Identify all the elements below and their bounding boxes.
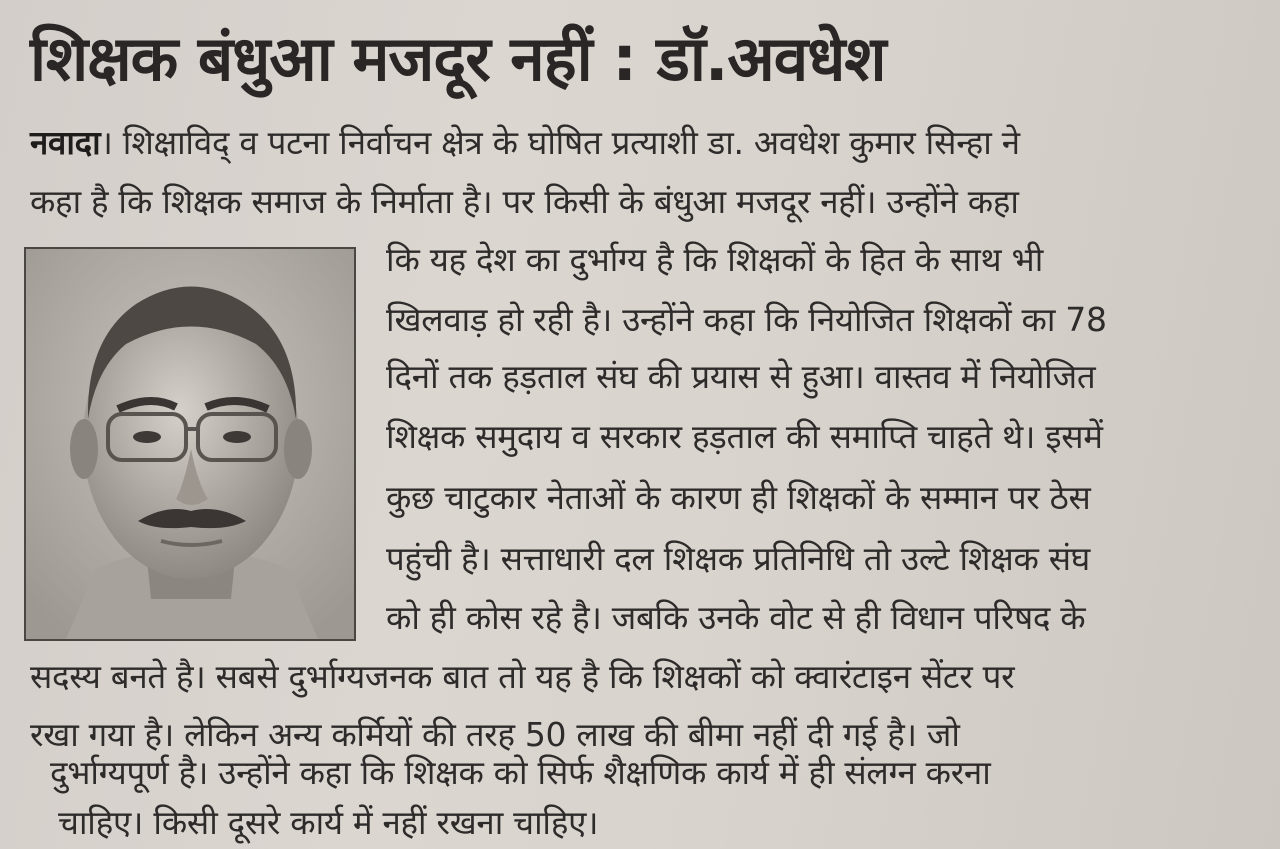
article-line-10: सदस्य बनते है। सबसे दुर्भाग्यजनक बात तो यह है कि शिक्षकों को क्वारंटाइन सेंटर पर <box>30 657 1015 696</box>
article-line-6: शिक्षक समुदाय व सरकार हड़ताल की समाप्ति चाहते थे। इसमें <box>386 417 1103 456</box>
article-line-7: कुछ चाटुकार नेताओं के कारण ही शिक्षकों के सम्मान पर ठेस <box>386 478 1091 517</box>
article-line-5: दिनों तक हड़ताल संघ की प्रयास से हुआ। वास्तव में नियोजित <box>386 357 1096 396</box>
article-line-1 <box>30 121 1020 165</box>
article-line-12: दुर्भाग्यपूर्ण है। उन्होंने कहा कि शिक्षक को सिर्फ शैक्षणिक कार्य में ही संलग्न करना <box>50 753 991 792</box>
headline: शिक्षक बंधुआ मजदूर नहीं : डॉ.अवधेश <box>30 22 886 95</box>
article-line-11: रखा गया है। लेकिन अन्य कर्मियों की तरह 50 लाख की बीमा नहीं दी गई है। जो <box>30 715 960 754</box>
article-line-4: खिलवाड़ हो रही है। उन्होंने कहा कि नियोजित शिक्षकों का 78 <box>386 300 1107 339</box>
portrait-photo <box>24 247 356 641</box>
article-line-1-text: । शिक्षाविद् व पटना निर्वाचन क्षेत्र के घोषित प्रत्याशी डा. अवधेश कुमार सिन्हा ने <box>100 123 1020 162</box>
article-line-13: चाहिए। किसी दूसरे कार्य में नहीं रखना चाहिए। <box>58 803 599 842</box>
article-line-2: कहा है कि शिक्षक समाज के निर्माता है। पर किसी के बंधुआ मजदूर नहीं। उन्होंने कहा <box>30 182 1019 221</box>
article-line-8: पहुंची है। सत्ताधारी दल शिक्षक प्रतिनिधि तो उल्टे शिक्षक संघ <box>386 539 1090 578</box>
dateline: नवादा <box>30 123 101 162</box>
portrait-illustration <box>26 249 354 639</box>
article-line-3: कि यह देश का दुर्भाग्य है कि शिक्षकों के हित के साथ भी <box>386 240 1043 279</box>
article-line-9: को ही कोस रहे है। जबकि उनके वोट से ही विधान परिषद के <box>386 598 1086 637</box>
